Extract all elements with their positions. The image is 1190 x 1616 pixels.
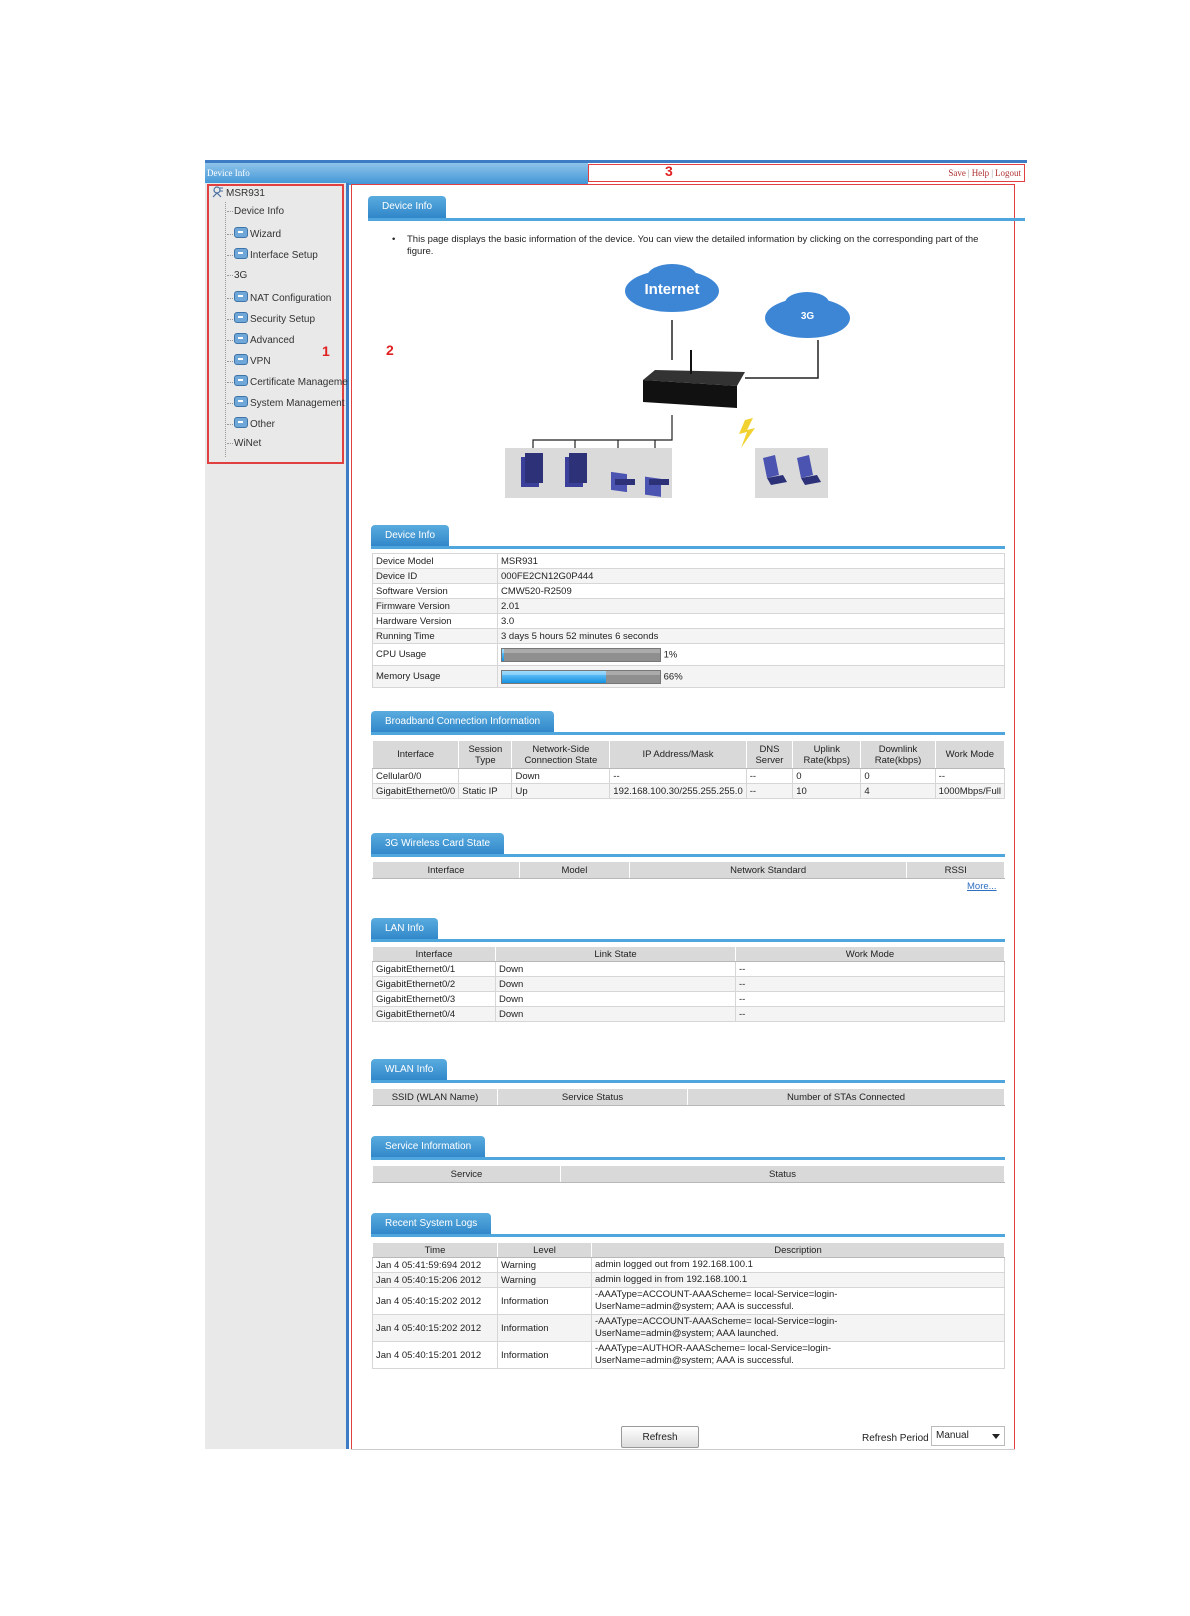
tree-connector	[227, 340, 233, 341]
more-link[interactable]: More...	[967, 881, 997, 892]
save-link[interactable]: Save	[948, 168, 966, 178]
column-header[interactable]: Session Type	[459, 741, 512, 769]
column-header[interactable]: Number of STAs Connected	[688, 1089, 1005, 1106]
log-description	[592, 1258, 1005, 1273]
sidebar-item[interactable]	[227, 396, 345, 410]
log-description	[592, 1288, 1005, 1315]
tab-wlan-info[interactable]: WLAN Info	[371, 1059, 447, 1081]
table-cell: Up	[512, 784, 610, 799]
table-row	[373, 666, 1005, 688]
table-row	[373, 1315, 1005, 1342]
sidebar-item-label: Certificate Manageme	[250, 377, 348, 388]
sidebar-item-label: WiNet	[234, 438, 262, 449]
tree-root[interactable]	[212, 186, 265, 199]
log-time: Jan 4 05:40:15:202 2012	[373, 1288, 498, 1315]
chevron-down-icon	[992, 1434, 1000, 1439]
tab-underline	[371, 1234, 1005, 1237]
network-diagram	[505, 270, 865, 510]
cpu-usage-cell	[498, 644, 1005, 666]
tab-underline	[371, 939, 1005, 942]
table-cell: --	[610, 769, 746, 784]
sidebar-item-label: VPN	[250, 356, 271, 367]
tab-lan-info[interactable]: LAN Info	[371, 918, 438, 940]
table-row	[373, 1288, 1005, 1315]
tab-underline	[371, 732, 1005, 735]
header-row	[373, 1089, 1005, 1106]
logs-table	[372, 1242, 1005, 1369]
table-cell: Down	[496, 977, 736, 992]
log-description-line: -AAAType=ACCOUNT-AAAScheme= local-Service=login-	[595, 1289, 838, 1300]
log-level: Warning	[498, 1273, 592, 1288]
bottom-divider	[351, 1449, 1015, 1450]
column-header[interactable]: Description	[592, 1243, 1005, 1258]
tab-underline	[371, 1080, 1005, 1083]
column-header[interactable]: RSSI	[907, 862, 1005, 879]
table-row	[373, 992, 1005, 1007]
table-cell: 1000Mbps/Full	[935, 784, 1004, 799]
table-cell: Static IP	[459, 784, 512, 799]
tree-connector	[227, 403, 233, 404]
row-label: Hardware Version	[373, 614, 498, 629]
info-text	[392, 234, 1000, 258]
header-row	[373, 1243, 1005, 1258]
info-text-body: This page displays the basic information of the device. You can view the detailed information by clicking on the corresponding part of the figure.	[407, 234, 979, 257]
tab-underline	[371, 1157, 1005, 1160]
table-row	[373, 1007, 1005, 1022]
table-row	[373, 977, 1005, 992]
tab-device-info[interactable]: Device Info	[371, 525, 449, 547]
header-row	[373, 947, 1005, 962]
service-table	[372, 1165, 1005, 1183]
table-cell: --	[736, 962, 1005, 977]
link-separator: |	[991, 168, 993, 178]
sidebar-divider[interactable]	[346, 183, 349, 1449]
tab-underline	[371, 854, 1005, 857]
top-links	[948, 168, 1021, 178]
table-cell: --	[746, 769, 792, 784]
tree-root-label: MSR931	[226, 188, 265, 199]
table-row	[373, 644, 1005, 666]
column-header[interactable]: Work Mode	[935, 741, 1004, 769]
tab-system-logs[interactable]: Recent System Logs	[371, 1213, 491, 1235]
column-header[interactable]: Network-Side Connection State	[512, 741, 610, 769]
log-description	[592, 1342, 1005, 1369]
column-header[interactable]: Link State	[496, 947, 736, 962]
3g-label: 3G	[800, 311, 815, 322]
refresh-period-label: Refresh Period	[862, 1433, 929, 1444]
log-description-line: -AAAType=AUTHOR-AAAScheme= local-Service=login-	[595, 1343, 832, 1354]
log-level: Information	[498, 1342, 592, 1369]
row-value: 3.0	[498, 614, 1005, 629]
wlan-table	[372, 1088, 1005, 1106]
column-header[interactable]: Service	[373, 1166, 561, 1183]
memory-usage-cell	[498, 666, 1005, 688]
folder-icon	[234, 312, 248, 323]
logout-link[interactable]: Logout	[995, 168, 1021, 178]
table-cell: 4	[861, 784, 935, 799]
table-row	[373, 629, 1005, 644]
table-row	[373, 554, 1005, 569]
header-row	[373, 1166, 1005, 1183]
column-header[interactable]: Level	[498, 1243, 592, 1258]
log-description	[592, 1273, 1005, 1288]
column-header[interactable]: Work Mode	[736, 947, 1005, 962]
table-cell: Cellular0/0	[373, 769, 459, 784]
table-row	[373, 584, 1005, 599]
column-header[interactable]: Interface	[373, 862, 520, 879]
tree-connector	[227, 255, 233, 256]
sidebar-item[interactable]	[227, 417, 275, 431]
device-icon	[212, 186, 224, 198]
column-header[interactable]: Status	[561, 1166, 1005, 1183]
sidebar-item[interactable]	[227, 291, 331, 305]
log-time: Jan 4 05:41:59:694 2012	[373, 1258, 498, 1273]
tree-connector	[227, 234, 233, 235]
memory-usage-bar	[501, 670, 661, 684]
row-label: Running Time	[373, 629, 498, 644]
tree-connector	[227, 275, 233, 276]
table-cell: 0	[793, 769, 861, 784]
tab-device-info-main[interactable]: Device Info	[368, 196, 446, 218]
sidebar-item-label: 3G	[234, 270, 248, 281]
cpu-usage-bar	[501, 648, 661, 662]
tree-connector	[227, 424, 233, 425]
tree-connector	[227, 211, 233, 212]
log-level: Warning	[498, 1258, 592, 1273]
log-time: Jan 4 05:40:15:201 2012	[373, 1342, 498, 1369]
3g-wireless-table	[372, 861, 1005, 879]
row-value: MSR931	[498, 554, 1005, 569]
table-cell	[459, 769, 512, 784]
column-header[interactable]: Service Status	[498, 1089, 688, 1106]
table-row	[373, 784, 1005, 799]
table-row	[373, 1258, 1005, 1273]
top-bar	[205, 160, 1027, 185]
table-row	[373, 599, 1005, 614]
column-header[interactable]: Interface	[373, 741, 459, 769]
sidebar-item[interactable]	[227, 354, 271, 368]
tab-underline	[368, 218, 1025, 221]
table-row	[373, 569, 1005, 584]
memory-usage-value: 66%	[663, 671, 683, 683]
table-cell: Down	[496, 1007, 736, 1022]
table-cell: GigabitEthernet0/1	[373, 962, 496, 977]
table-cell: 192.168.100.30/255.255.255.0	[610, 784, 746, 799]
table-row	[373, 769, 1005, 784]
column-header[interactable]: Model	[519, 862, 629, 879]
table-cell: 0	[861, 769, 935, 784]
table-cell: --	[746, 784, 792, 799]
log-description-line: UserName=admin@system; AAA is successful.	[595, 1301, 794, 1312]
table-cell: GigabitEthernet0/4	[373, 1007, 496, 1022]
table-row	[373, 962, 1005, 977]
top-bar-title: Device Info	[207, 168, 250, 178]
row-value: CMW520-R2509	[498, 584, 1005, 599]
sidebar-item-label: Advanced	[250, 335, 295, 346]
column-header[interactable]: DNS Server	[746, 741, 792, 769]
row-value: 2.01	[498, 599, 1005, 614]
tree-connector	[227, 319, 233, 320]
tab-underline	[371, 546, 1005, 549]
memory-usage-label: Memory Usage	[373, 666, 498, 688]
refresh-period-select[interactable]	[931, 1426, 1005, 1446]
tab-broadband[interactable]: Broadband Connection Information	[371, 711, 554, 733]
log-description-line: admin logged in from 192.168.100.1	[595, 1274, 748, 1285]
sidebar-item-label: Security Setup	[250, 314, 316, 325]
tree-connector	[227, 361, 233, 362]
log-time: Jan 4 05:40:15:206 2012	[373, 1273, 498, 1288]
sidebar-item[interactable]	[227, 206, 284, 220]
log-description-line: UserName=admin@system; AAA launched.	[595, 1328, 779, 1339]
tab-service-info[interactable]: Service Information	[371, 1136, 485, 1158]
broadband-table	[372, 740, 1005, 799]
annotation-marker-1: 1	[322, 343, 330, 359]
sidebar-item-label: Wizard	[250, 229, 282, 240]
sidebar-item[interactable]	[227, 438, 261, 452]
sidebar-item-label: Device Info	[234, 206, 285, 217]
log-description-line: UserName=admin@system; AAA is successful.	[595, 1355, 794, 1366]
row-label: Software Version	[373, 584, 498, 599]
table-cell: 10	[793, 784, 861, 799]
table-cell: Down	[496, 962, 736, 977]
tree-connector	[227, 443, 233, 444]
column-header[interactable]: Network Standard	[629, 862, 907, 879]
tree-connector	[227, 298, 233, 299]
refresh-button[interactable]: Refresh	[621, 1426, 699, 1448]
row-label: Device Model	[373, 554, 498, 569]
column-header[interactable]: IP Address/Mask	[610, 741, 746, 769]
folder-icon	[234, 333, 248, 344]
sidebar-item-label: NAT Configuration	[250, 293, 332, 304]
folder-icon	[234, 375, 248, 386]
annotation-marker-3: 3	[665, 163, 673, 179]
tree-connector	[227, 382, 233, 383]
table-row	[373, 614, 1005, 629]
column-header[interactable]: SSID (WLAN Name)	[373, 1089, 498, 1106]
table-row	[373, 1342, 1005, 1369]
sidebar-item[interactable]	[227, 227, 281, 241]
lan-table	[372, 946, 1005, 1022]
column-header[interactable]: Downlink Rate(kbps)	[861, 741, 935, 769]
annotation-marker-2: 2	[386, 342, 394, 358]
help-link[interactable]: Help	[971, 168, 990, 178]
cpu-usage-label: CPU Usage	[373, 644, 498, 666]
folder-icon	[234, 396, 248, 407]
log-time: Jan 4 05:40:15:202 2012	[373, 1315, 498, 1342]
header-row	[373, 862, 1005, 879]
table-cell: --	[736, 1007, 1005, 1022]
device-info-table	[372, 553, 1005, 688]
table-cell: GigabitEthernet0/0	[373, 784, 459, 799]
log-description-line: admin logged out from 192.168.100.1	[595, 1259, 753, 1270]
sidebar-item[interactable]	[227, 312, 315, 326]
row-label: Firmware Version	[373, 599, 498, 614]
sidebar-item-label: System Management	[250, 398, 345, 409]
table-cell: Down	[496, 992, 736, 1007]
folder-icon	[234, 417, 248, 428]
top-bar-gradient	[205, 163, 588, 185]
log-description	[592, 1315, 1005, 1342]
internet-label: Internet	[644, 281, 700, 298]
folder-icon	[234, 248, 248, 259]
table-row	[373, 1273, 1005, 1288]
log-level: Information	[498, 1315, 592, 1342]
folder-icon	[234, 227, 248, 238]
tab-3g-wireless[interactable]: 3G Wireless Card State	[371, 833, 504, 855]
row-label: Device ID	[373, 569, 498, 584]
header-row	[373, 741, 1005, 769]
bullet-icon: •	[392, 234, 396, 245]
table-cell: Down	[512, 769, 610, 784]
refresh-period-value: Manual	[936, 1430, 969, 1441]
sidebar-item[interactable]	[227, 248, 318, 262]
table-cell: --	[736, 977, 1005, 992]
log-description-line: -AAAType=ACCOUNT-AAAScheme= local-Service=login-	[595, 1316, 838, 1327]
column-header[interactable]: Uplink Rate(kbps)	[793, 741, 861, 769]
sidebar-item[interactable]	[227, 333, 294, 347]
sidebar-item[interactable]	[227, 375, 348, 389]
sidebar-item-label: Interface Setup	[250, 250, 318, 261]
link-separator: |	[967, 168, 970, 178]
table-cell: GigabitEthernet0/3	[373, 992, 496, 1007]
table-cell: GigabitEthernet0/2	[373, 977, 496, 992]
column-header[interactable]: Time	[373, 1243, 498, 1258]
row-value: 3 days 5 hours 52 minutes 6 seconds	[498, 629, 1005, 644]
table-cell: --	[736, 992, 1005, 1007]
table-cell: --	[935, 769, 1004, 784]
cpu-usage-value: 1%	[663, 649, 678, 661]
column-header[interactable]: Interface	[373, 947, 496, 962]
folder-icon	[234, 354, 248, 365]
row-value: 000FE2CN12G0P444	[498, 569, 1005, 584]
folder-icon	[234, 291, 248, 302]
sidebar-item-label: Other	[250, 419, 276, 430]
sidebar-item[interactable]	[227, 270, 247, 284]
log-level: Information	[498, 1288, 592, 1315]
